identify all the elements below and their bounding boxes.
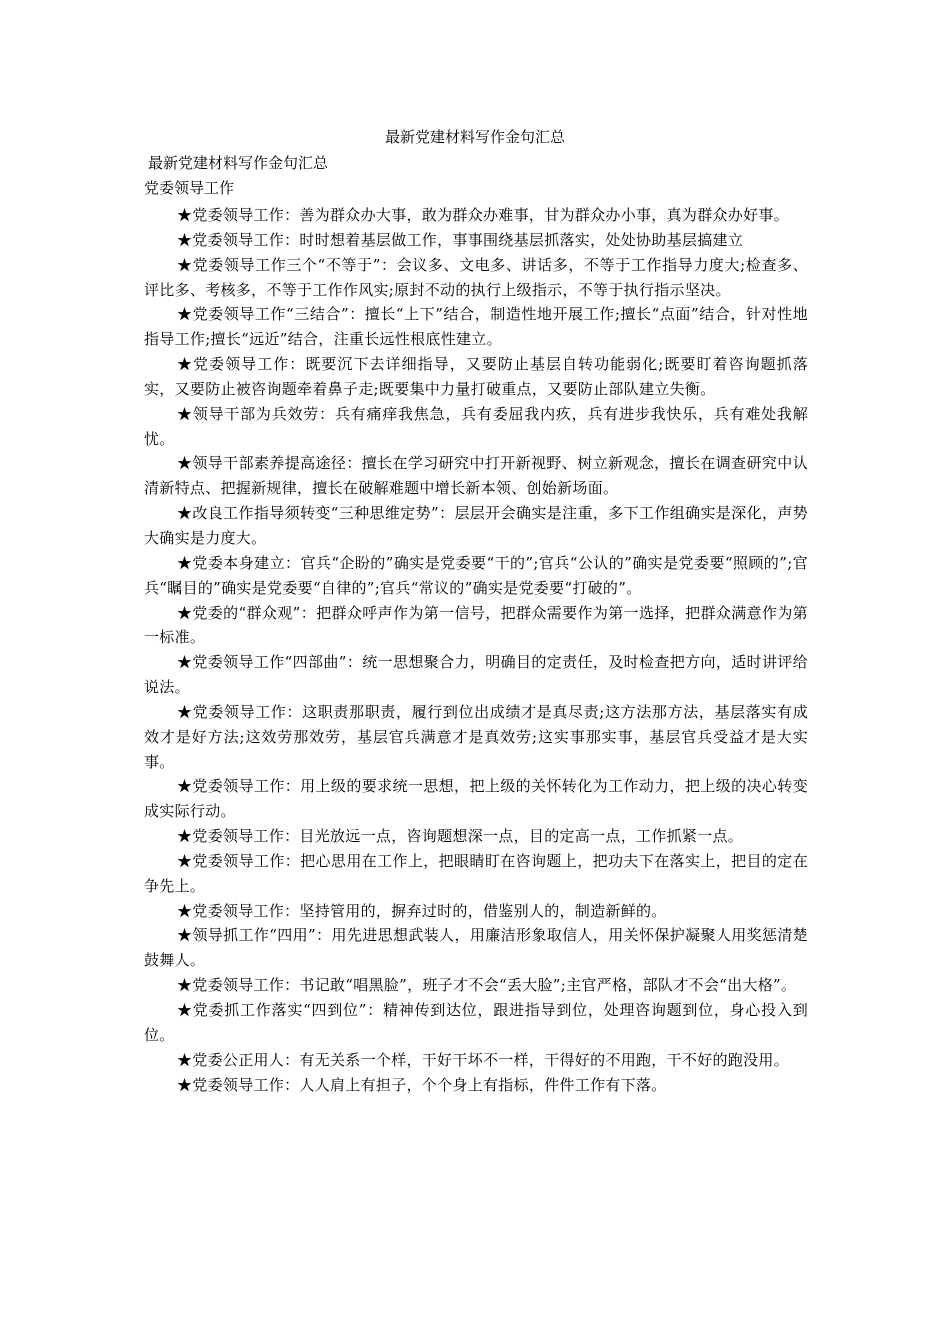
paragraph: ★党委领导工作：人人肩上有担子，个个身上有指标，件件工作有下落。 — [177, 1075, 667, 1094]
paragraph: ★党委领导工作：目光放远一点，咨询题想深一点，目的定高一点，工作抓紧一点。 — [177, 827, 744, 846]
paragraph: ★党委本身建立：官兵“企盼的”确实是党委要“干的”;官兵“公认的”确实是党委要“照顾的”;官兵“瞩目的”确实是党委要“自律的”;官兵“常议的”确实是党委要“打破的”。 — [144, 553, 808, 597]
paragraph: ★党委公正用人：有无关系一个样，干好干坏不一样，干得好的不用跑，干不好的跑没用。 — [177, 1050, 790, 1069]
section-heading: 党委领导工作 — [144, 179, 235, 197]
paragraph: ★领导干部为兵效劳：兵有痛痒我焦急，兵有委屈我内疚，兵有进步我快乐，兵有难处我解忧。 — [144, 404, 808, 448]
paragraph: ★党委领导工作：把心思用在工作上，把眼睛盯在咨询题上，把功夫下在落实上，把目的定在争先上。 — [144, 851, 808, 895]
paragraph: ★党委领导工作：既要沉下去详细指导，又要防止基层自转功能弱化;既要盯着咨询题抓落实，又要防止被咨询题牵着鼻子走;既要集中力量打破重点，又要防止部队建立失衡。 — [144, 355, 808, 398]
paragraph: ★领导干部素养提高途径：擅长在学习研究中打开新视野、树立新观念，擅长在调查研究中认清新特点、把握新规律，擅长在破解难题中增长新本领、创始新场面。 — [144, 454, 808, 498]
paragraph: ★党委抓工作落实“四到位”：精神传到达位，跟进指导到位，处理咨询题到位，身心投入到位。 — [144, 1001, 808, 1044]
paragraph: ★党委领导工作三个“不等于”：会议多、文电多、讲话多，不等于工作指导力度大;检查多、评比多、考核多，不等于工作作风实;原封不动的执行上级指示，不等于执行指示坚决。 — [144, 255, 808, 299]
paragraph: ★党委领导工作：这职责那职责，履行到位出成绩才是真尽责;这方法那方法，基层落实有成效才是好方法;这效劳那效劳，基层官兵满意才是真效劳;这实事那实事，基层官兵受益才是大实事。 — [144, 702, 808, 771]
paragraph: ★党委领导工作“四部曲”：统一思想聚合力，明确目的定责任，及时检查把方向，适时讲评给说法。 — [144, 653, 808, 697]
paragraph: ★改良工作指导须转变“三种思维定势”：层层开会确实是注重，多下工作组确实是深化，声势大确实是力度大。 — [144, 504, 808, 547]
paragraph: ★领导抓工作“四用”：用先进思想武装人，用廉洁形象取信人，用关怀保护凝聚人用奖惩清楚鼓舞人。 — [144, 926, 808, 970]
document-body — [144, 203, 808, 1097]
paragraph: ★党委领导工作：用上级的要求统一思想，把上级的关怀转化为工作动力，把上级的决心转变成实际行动。 — [144, 777, 808, 821]
paragraph: ★党委领导工作：时时想着基层做工作，事事围绕基层抓落实，处处协助基层搞建立 — [177, 230, 744, 249]
document-title: 最新党建材料写作金句汇总 — [384, 128, 565, 146]
document-subtitle: 最新党建材料写作金句汇总 — [148, 154, 329, 172]
paragraph: ★党委的“群众观”：把群众呼声作为第一信号，把群众需要作为第一选择，把群众满意作为第一标准。 — [144, 603, 808, 647]
paragraph: ★党委领导工作：坚持管用的，摒弃过时的，借鉴别人的，制造新鲜的。 — [177, 901, 667, 920]
paragraph: ★党委领导工作：善为群众办大事，敢为群众办难事，甘为群众办小事，真为群众办好事。 — [177, 206, 790, 224]
paragraph: ★党委领导工作：书记敢“唱黑脸”，班子才不会“丢大脸”;主官严格，部队才不会“出大格”。 — [177, 976, 797, 995]
paragraph: ★党委领导工作“三结合”：擅长“上下”结合，制造性地开展工作;擅长“点面”结合，针对性地指导工作;擅长“远近”结合，注重长远性根底性建立。 — [144, 305, 808, 349]
